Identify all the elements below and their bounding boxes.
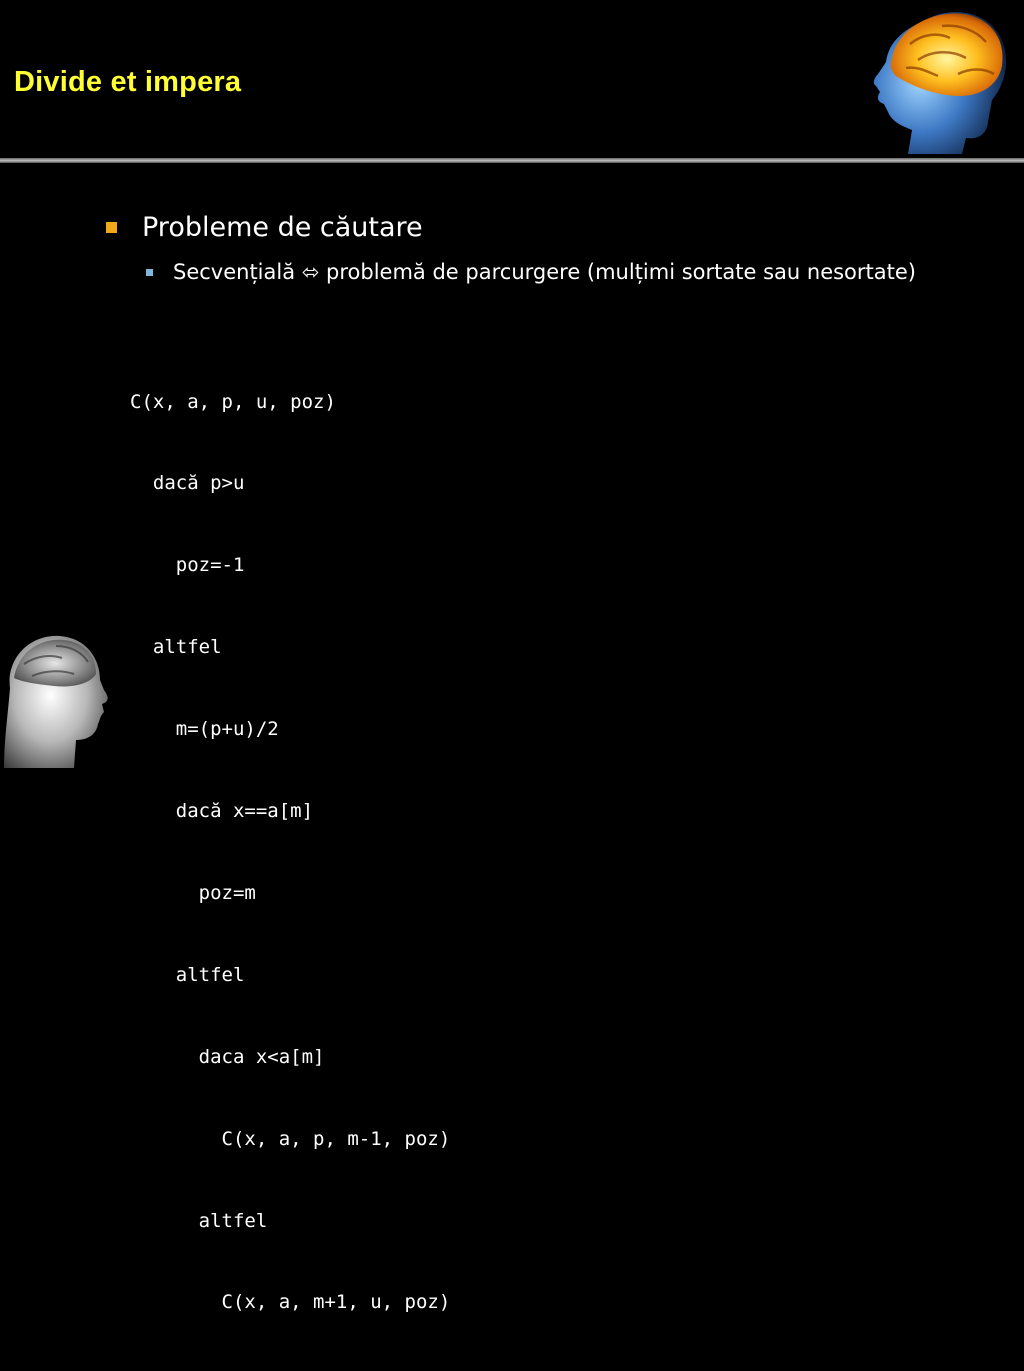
code-line: poz=m [130, 881, 256, 904]
code-line: poz=-1 [130, 554, 245, 577]
code-line: C(x, a, p, u, poz) [130, 390, 336, 413]
slide-title: Divide et impera [14, 66, 242, 98]
orange-square-bullet-icon [106, 222, 117, 233]
bullet-level2 [146, 260, 916, 284]
code-line: C(x, a, m+1, u, poz) [130, 1291, 451, 1314]
pseudocode-block [130, 334, 450, 1371]
bullet-level1 [106, 212, 423, 243]
code-line: dacă p>u [130, 472, 245, 495]
code-line: altfel [130, 1209, 268, 1232]
glowing-brain-head-icon [862, 4, 1012, 156]
bullet-level1-text: Probleme de căutare [142, 212, 423, 243]
header-divider [0, 158, 1024, 163]
code-line: altfel [130, 636, 222, 659]
silver-brain-head-icon [0, 628, 116, 768]
blue-square-bullet-icon [146, 269, 153, 276]
code-line: dacă x==a[m] [130, 800, 314, 823]
code-line: daca x<a[m] [130, 1045, 325, 1068]
code-line: altfel [130, 963, 245, 986]
code-line: m=(p+u)/2 [130, 718, 279, 741]
code-line: C(x, a, p, m-1, poz) [130, 1127, 451, 1150]
bullet-level2-text: Secvențială ⬄ problemă de parcurgere (mulțimi sortate sau nesortate) [173, 260, 916, 284]
